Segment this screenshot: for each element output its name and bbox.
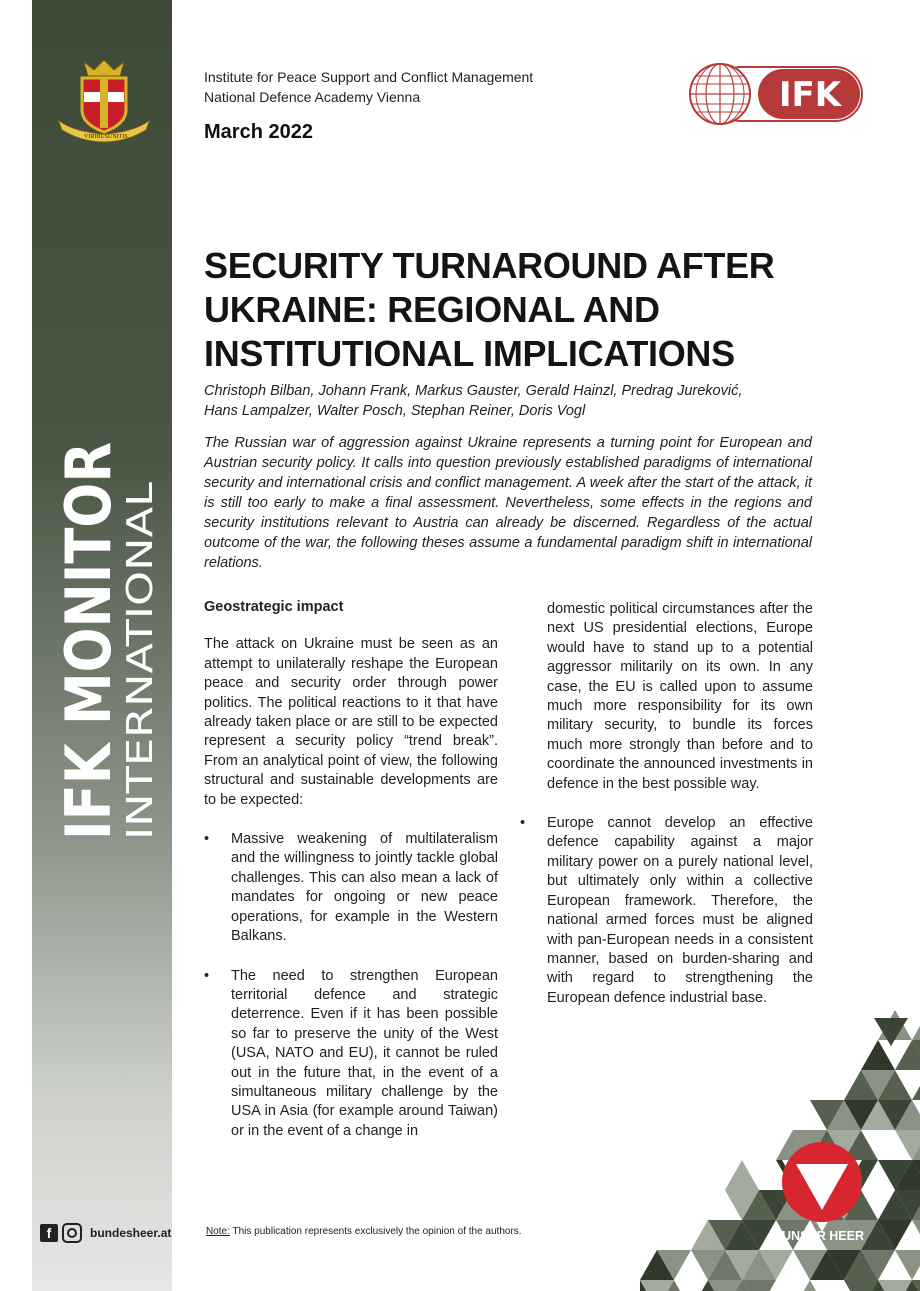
sidebar-title-line2: INTERNATIONAL — [120, 551, 161, 840]
authors-line1: Christoph Bilban, Johann Frank, Markus Gauster, Gerald Hainzl, Predrag Jureković, — [204, 383, 743, 399]
crest-motto-left: VIRIBUS — [84, 134, 109, 140]
bullet-text: The need to strengthen European territorial defence and strategic deterrence. Even if it has been possible so far to preserve the unity of the West (USA, NATO and EU), it cannot be ruled out in the future that, in the event of a simultaneous military challenge by the USA in Asia (for example around Taiwan) or in the event of a change in — [231, 967, 498, 1139]
authors — [204, 381, 824, 421]
left-column — [204, 598, 498, 1161]
logo-text: IFK — [778, 75, 842, 115]
title-line3: INSTITUTIONAL IMPLICATIONS — [204, 333, 735, 374]
intro-paragraph: The attack on Ukraine must be seen as an attempt to unilaterally reshape the European peace and security order through power politics. The political reactions to it that have already taken place or are still to be expected represent a security policy “trend break”. From an analytical point of view, the following structural and sustainable developments are to be expected: — [204, 636, 498, 808]
title-line1: SECURITY TURNAROUND AFTER — [204, 245, 775, 286]
list-item — [204, 830, 498, 946]
ifk-logo — [688, 63, 866, 125]
bullet-text: Massive weakening of multilateralism and the willingness to jointly tackle global challenges. This can also mean a lack of mandates for ongoing or new peace operations, for example in the Western Balkans. — [231, 831, 498, 945]
right-bullet-list — [520, 814, 813, 1008]
publication-date: March 2022 — [204, 121, 313, 143]
bullet-text: Europe cannot develop an effective defence capability against a major military power on a purely national level, but ultimately only within a collective European framework. Therefore, the national armed forces must be aligned with pan-European needs in a consistent manner, based on burden-sharing and with regard to strengthening the European defence industrial base. — [547, 815, 813, 1006]
crest-motto-right: UNITIS — [108, 134, 128, 140]
footnote — [206, 1226, 522, 1237]
institute-name — [204, 67, 533, 107]
decorative-triangle — [895, 1250, 920, 1280]
bullet-icon: • — [204, 831, 210, 848]
institute-line2: National Defence Academy Vienna — [204, 89, 421, 105]
brand-label: UNSER HEER — [782, 1229, 864, 1243]
authors-line2: Hans Lampalzer, Walter Posch, Stephan Reiner, Doris Vogl — [204, 403, 586, 419]
sidebar-title-line1: IFK MONITOR — [52, 440, 125, 840]
bullet-icon: • — [520, 815, 526, 832]
right-column — [520, 600, 813, 1008]
continuation-paragraph: domestic political circumstances after the next US presidential elections, Europe would have to stand up to a potential aggressor militarily on its own. In any case, the EU is called upon to assume much more responsibility for its own military security, to bundle its forces much more strongly than before and to coordinate the announced investments in defence in the best possible way. — [547, 601, 813, 792]
social-handle[interactable]: bundesheer.at — [90, 1226, 172, 1240]
title-line2: UKRAINE: REGIONAL AND — [204, 289, 660, 330]
section-heading: Geostrategic impact — [204, 599, 344, 615]
bullet-icon: • — [204, 967, 210, 984]
instagram-icon[interactable] — [62, 1223, 82, 1243]
triangle-pattern-decoration — [640, 1010, 920, 1291]
list-item — [204, 967, 498, 1142]
globe-icon — [690, 64, 750, 124]
austrian-armed-forces-crest-icon — [54, 58, 154, 144]
decorative-triangle — [912, 1010, 920, 1040]
list-item — [520, 814, 813, 1008]
note-label: Note: — [206, 1226, 230, 1237]
decorative-triangle — [861, 1040, 895, 1070]
facebook-icon[interactable]: f — [40, 1224, 58, 1242]
institute-line1: Institute for Peace Support and Conflict Management — [204, 69, 534, 85]
article-title — [204, 244, 824, 376]
abstract: The Russian war of aggression against Ukraine represents a turning point for European and Austrian security policy. It calls into question previously established paradigms of international security and international crisis and conflict management. A week after the start of the attack, it is still too early to make a final assessment. Nevertheless, some effects in the regions and security institutions relevant to Austria can already be discerned. Regardless of the actual outcome of the war, the following theses assume a fundamental paradigm shift in international relations. — [204, 435, 812, 571]
bullet-list — [204, 830, 498, 1141]
note-text: This publication represents exclusively the opinion of the authors. — [229, 1226, 522, 1237]
social-links — [40, 1222, 171, 1244]
sidebar-vertical-title — [52, 440, 162, 840]
